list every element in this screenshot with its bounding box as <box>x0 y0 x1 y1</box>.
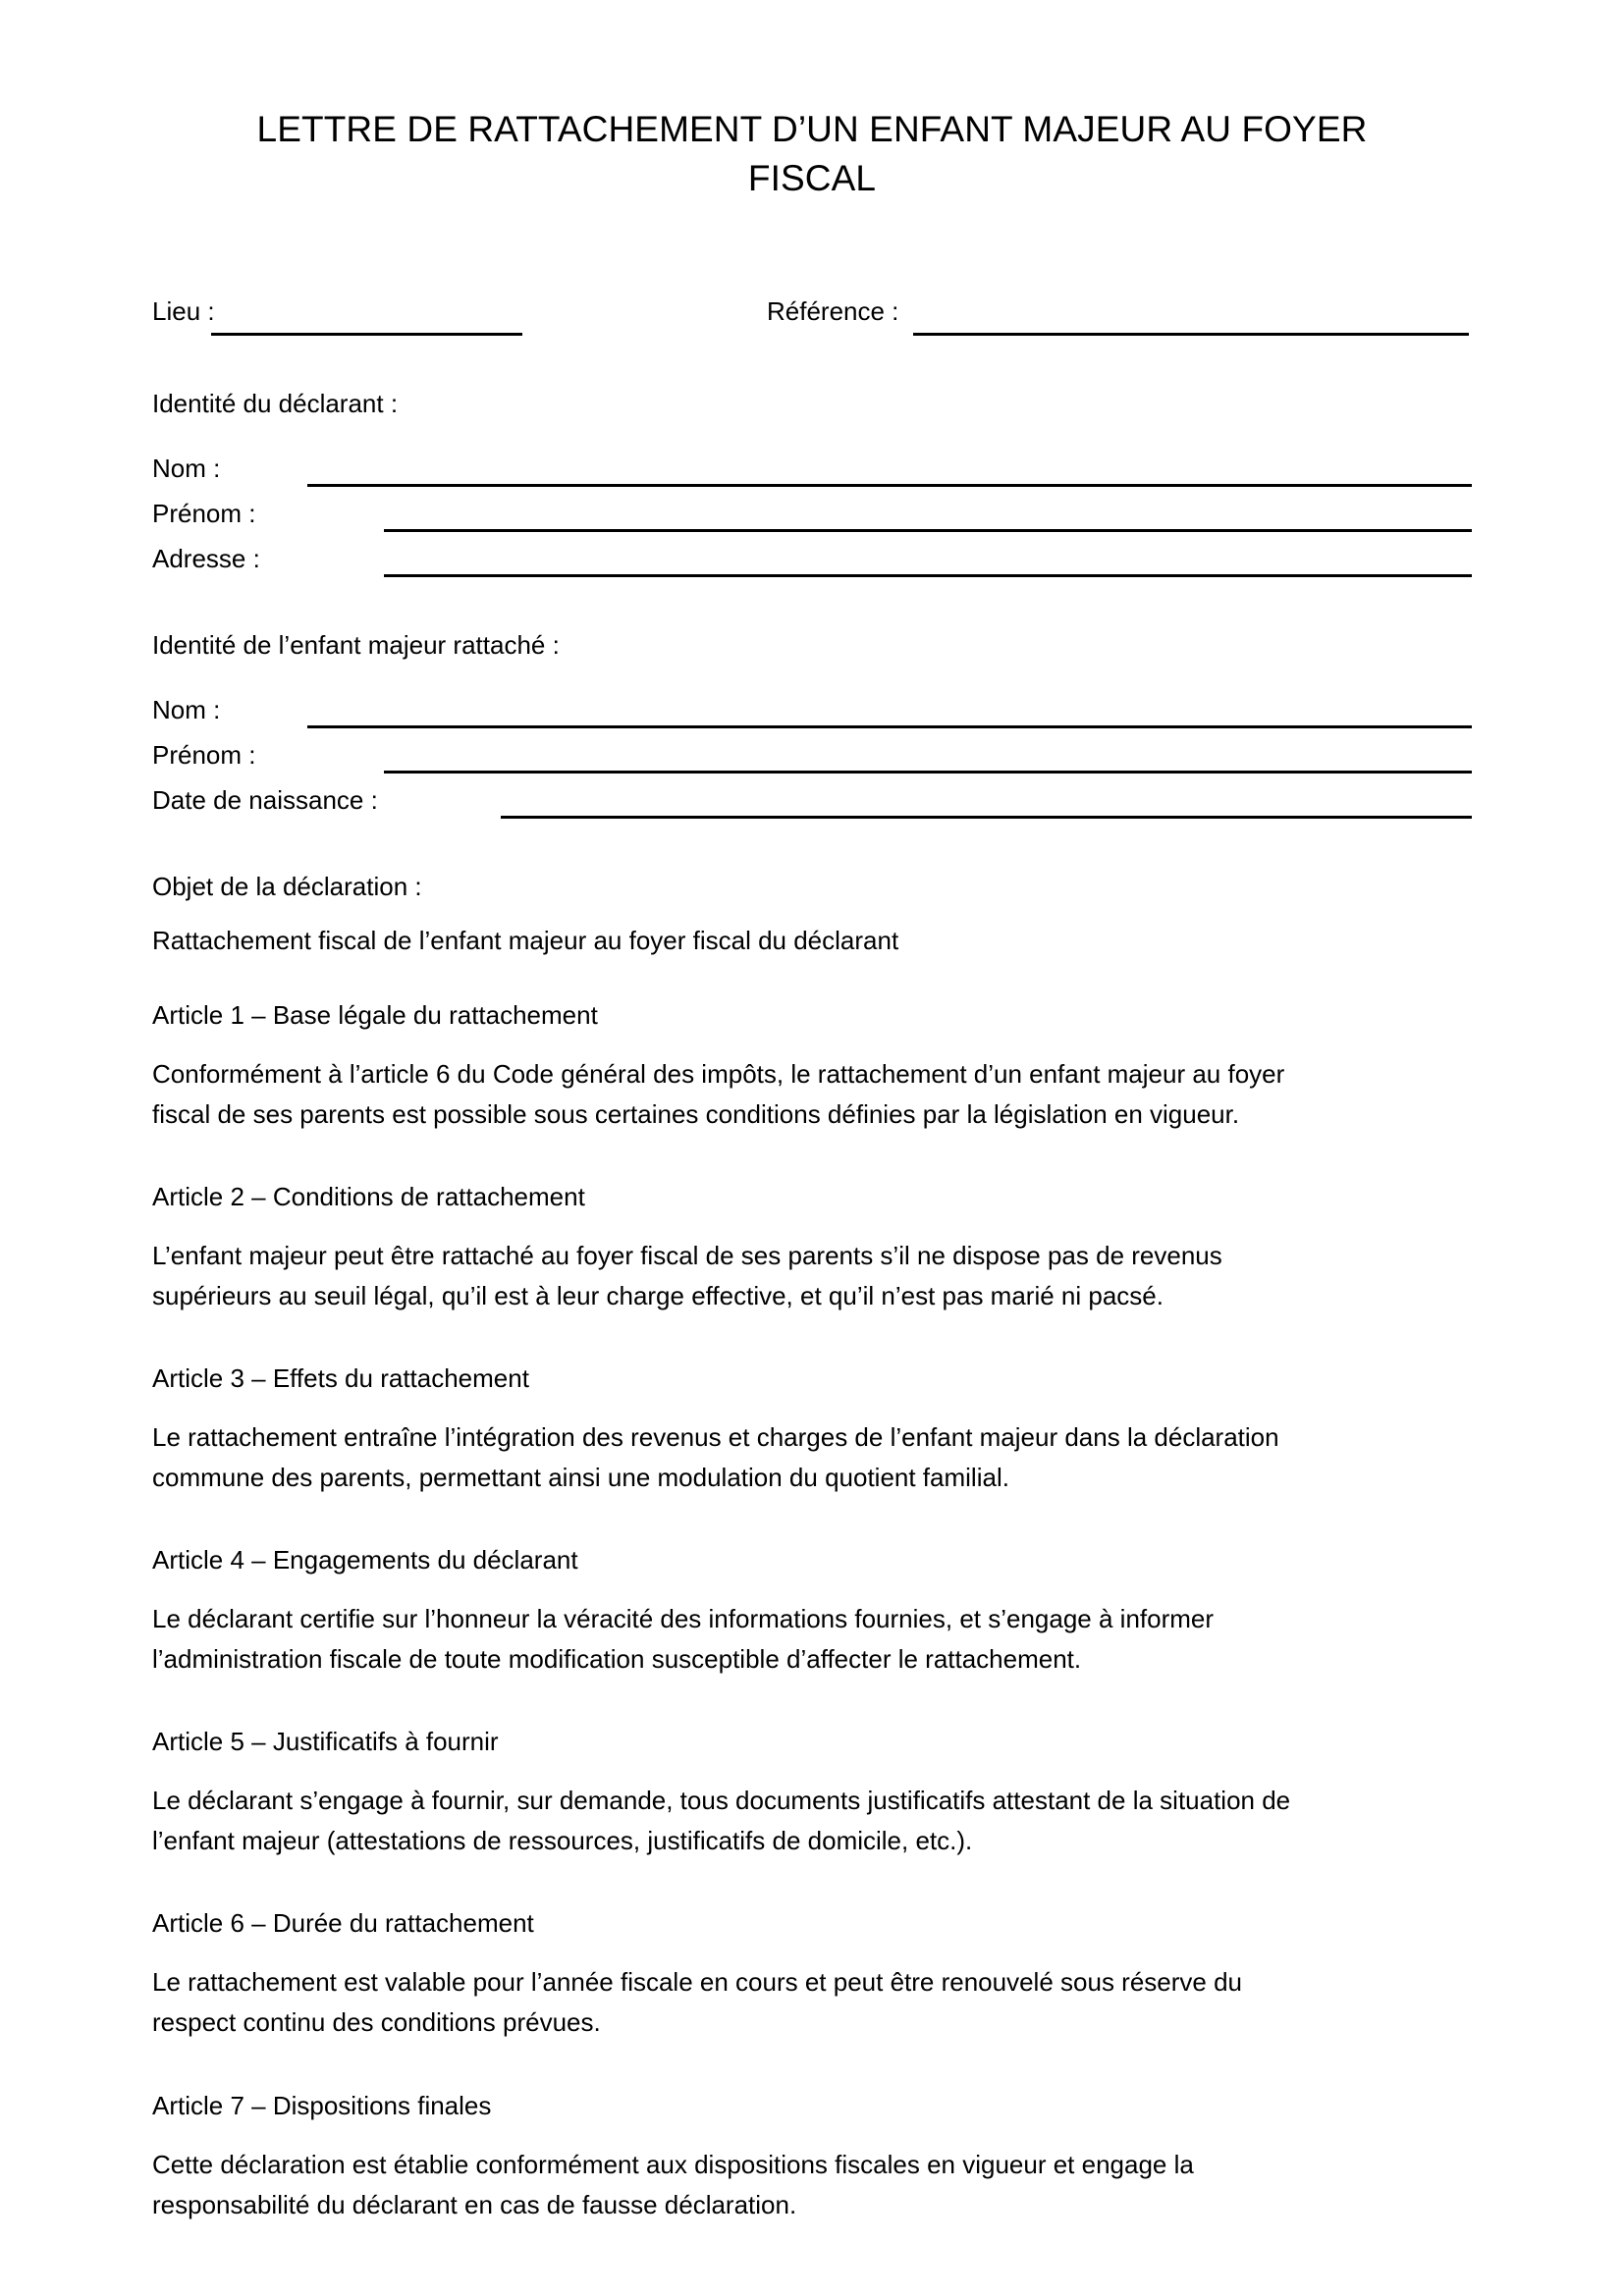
declarant-section-label: Identité du déclarant : <box>152 388 399 418</box>
article-1 <box>152 999 1472 1135</box>
declarant-nom-row <box>152 442 1472 487</box>
article-7-title: Article 7 – Dispositions finales <box>152 2090 492 2120</box>
article-7-body: Cette déclaration est établie conformément aux dispositions fiscales en vigueur et engage la responsabilité du déclarant en cas de fausse déclaration. <box>152 2149 1194 2219</box>
header-fields-row <box>152 277 1472 336</box>
article-5 <box>152 1729 1472 1861</box>
lieu-input-rule[interactable] <box>211 333 522 336</box>
article-7 <box>152 2090 1472 2225</box>
child-nom-row <box>152 683 1472 728</box>
reference-label: Référence : <box>767 295 899 326</box>
child-date-naissance-row <box>152 774 1472 819</box>
child-date-naissance-input-rule[interactable] <box>501 816 1472 819</box>
article-3-title: Article 3 – Effets du rattachement <box>152 1362 529 1393</box>
declarant-nom-label: Nom : <box>152 453 221 483</box>
child-section-label: Identité de l’enfant majeur rattaché : <box>152 629 560 660</box>
article-5-title: Article 5 – Justificatifs à fournir <box>152 1727 499 1757</box>
objet-label: Objet de la déclaration : <box>152 871 422 901</box>
reference-input-rule[interactable] <box>913 333 1469 336</box>
article-1-body: Conformément à l’article 6 du Code général des impôts, le rattachement d’un enfant majeur au foyer fiscal de ses parents est possible sous certaines conditions définies par la législation en vigueur. <box>152 1058 1285 1129</box>
child-prenom-label: Prénom : <box>152 739 256 770</box>
child-prenom-row <box>152 728 1472 774</box>
declarant-adresse-row <box>152 532 1472 577</box>
objet-text: Rattachement fiscal de l’enfant majeur au foyer fiscal du déclarant <box>152 925 899 955</box>
article-4-title: Article 4 – Engagements du déclarant <box>152 1545 578 1575</box>
article-1-title: Article 1 – Base légale du rattachement <box>152 999 598 1030</box>
article-2-body: L’enfant majeur peut être rattaché au foyer fiscal de ses parents s’il ne dispose pas de revenus supérieurs au seuil légal, qu’il est à leur charge effective, et qu’il n’est pas marié ni pacsé. <box>152 1240 1222 1310</box>
article-6-title: Article 6 – Durée du rattachement <box>152 1908 534 1939</box>
declarant-prenom-row <box>152 487 1472 532</box>
article-2-title: Article 2 – Conditions de rattachement <box>152 1181 585 1211</box>
child-nom-label: Nom : <box>152 694 221 724</box>
article-2 <box>152 1181 1472 1316</box>
child-date-naissance-label: Date de naissance : <box>152 784 378 815</box>
article-3 <box>152 1362 1472 1498</box>
article-5-body: Le déclarant s’engage à fournir, sur demande, tous documents justificatifs attestant de la situation de l’enfant majeur (attestations de ressources, justificatifs de domicile, etc.). <box>152 1786 1291 1856</box>
declarant-adresse-label: Adresse : <box>152 543 260 573</box>
declarant-prenom-label: Prénom : <box>152 498 256 528</box>
article-6-body: Le rattachement est valable pour l’année fiscale en cours et peut être renouvelé sous réserve du respect continu des conditions prévues. <box>152 1967 1243 2038</box>
declarant-adresse-input-rule[interactable] <box>384 574 1472 577</box>
lieu-label: Lieu : <box>152 295 215 326</box>
page-title: LETTRE DE RATTACHEMENT D’UN ENFANT MAJEUR AU FOYER FISCAL <box>256 109 1368 199</box>
article-6 <box>152 1910 1472 2043</box>
objet-block <box>152 871 1472 955</box>
child-identity-block <box>152 629 1472 819</box>
declarant-identity-block <box>152 388 1472 577</box>
article-4-body: Le déclarant certifie sur l’honneur la véracité des informations fournies, et s’engage à informer l’administration fiscale de toute modification susceptible d’affecter le rattachement. <box>152 1604 1215 1675</box>
article-3-body: Le rattachement entraîne l’intégration des revenus et charges de l’enfant majeur dans la déclaration commune des parents, permettant ainsi une modulation du quotient familial. <box>152 1421 1279 1493</box>
article-4 <box>152 1547 1472 1680</box>
